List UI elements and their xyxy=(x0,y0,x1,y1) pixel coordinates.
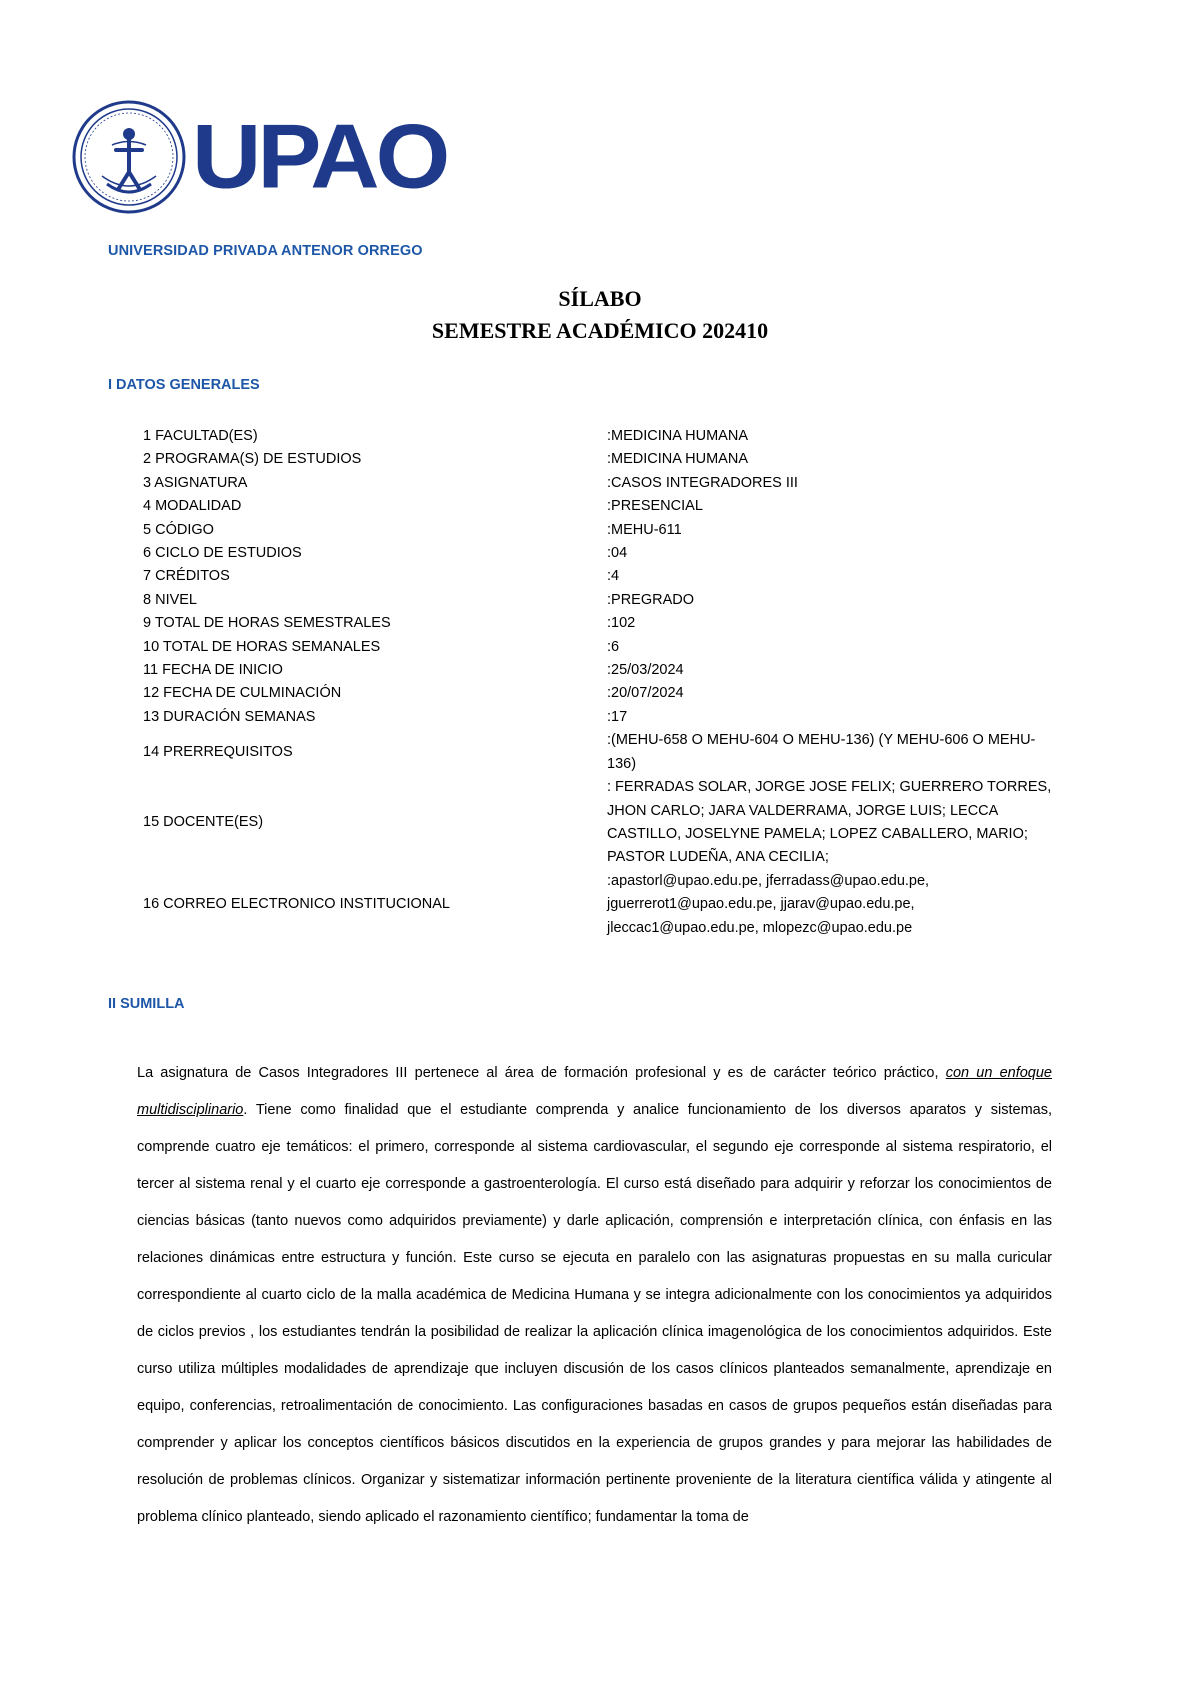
general-data-table xyxy=(143,425,1053,940)
data-label: 6 CICLO DE ESTUDIOS xyxy=(143,545,302,562)
data-label: 16 CORREO ELECTRONICO INSTITUCIONAL xyxy=(143,896,450,913)
university-seal-icon xyxy=(72,100,186,214)
data-value: :20/07/2024 xyxy=(607,685,684,702)
data-label: 5 CÓDIGO xyxy=(143,521,214,538)
data-label: 9 TOTAL DE HORAS SEMESTRALES xyxy=(143,615,391,632)
data-row xyxy=(143,636,1053,659)
data-row xyxy=(143,659,1053,682)
logo-wordmark: UPAO xyxy=(192,105,447,208)
data-value: :17 xyxy=(607,708,628,725)
data-row xyxy=(143,519,1053,542)
sumilla-text-start: La asignatura de Casos Integradores III pertenece al área de formación profesional y es de carácter teórico práctico, xyxy=(137,1065,946,1081)
data-row xyxy=(143,612,1053,635)
sumilla-paragraph xyxy=(137,1055,1052,1536)
sumilla-text-rest: . Tiene como finalidad que el estudiante comprenda y analice funcionamiento de los diversos aparatos y sistemas, comprende cuatro eje temáticos: el primero, corresponde al sistema cardiovascular, el segundo eje corresponde al sistema respiratorio, el tercer al sistema renal y el cuarto eje corresponde a gastroenterología. El curso está diseñado para adquirir y reforzar los conocimientos de ciencias básicas (tanto nuevos como adquiridos previamente) y darle aplicación, comprensión e interpretación clínica, con énfasis en las relaciones dinámicas entre estructura y función. Este curso se ejecuta en paralelo con las asignaturas propuestas en su malla curicular correspondiente al cuarto ciclo de la malla académica de Medicina Humana y se integra adicionalmente con los conocimientos ya adquiridos de ciclos previos , los estudiantes tendrán la posibilidad de realizar la aplicación clínica imagenológica de los conocimientos adquiridos. Este curso utiliza múltiples modalidades de aprendizaje que incluyen discusión de los casos clínicos planteados semanalmente, aprendizaje en equipo, conferencias, retroalimentación de conocimiento. Las configuraciones basadas en casos de grupos pequeños están diseñadas para comprender y aplicar los conceptos científicos básicos discutidos en la experiencia de grupos grandes y para mejorar las habilidades de resolución de problemas clínicos. Organizar y sistematizar información pertinente proveniente de la literatura científica válida y atingente al problema clínico planteado, siendo aplicado el razonamiento científico; fundamentar la toma de xyxy=(137,1102,1052,1525)
data-row xyxy=(143,448,1053,471)
data-value: :25/03/2024 xyxy=(607,662,684,679)
data-value: :PREGRADO xyxy=(607,591,695,608)
data-value: :CASOS INTEGRADORES III xyxy=(607,474,798,491)
data-value: :04 xyxy=(607,545,628,562)
data-label: 13 DURACIÓN SEMANAS xyxy=(143,708,316,725)
data-value: :6 xyxy=(607,638,620,655)
data-row xyxy=(143,729,1053,776)
sumilla-underlined-text: con un enfoque multidisciplinario xyxy=(137,1065,1052,1118)
university-name: UNIVERSIDAD PRIVADA ANTENOR ORREGO xyxy=(108,243,423,259)
document-title: SÍLABO xyxy=(558,286,642,311)
university-logo xyxy=(72,100,446,214)
data-label: 7 CRÉDITOS xyxy=(143,568,230,585)
data-row xyxy=(143,776,1053,870)
data-label: 10 TOTAL DE HORAS SEMANALES xyxy=(143,638,381,655)
data-value: :4 xyxy=(607,568,620,585)
section-heading-datos-generales: I DATOS GENERALES xyxy=(108,377,260,393)
data-label: 3 ASIGNATURA xyxy=(143,474,248,491)
data-label: 8 NIVEL xyxy=(143,591,197,608)
data-row xyxy=(143,682,1053,705)
section-heading-sumilla: II SUMILLA xyxy=(108,996,185,1012)
data-value: :apastorl@upao.edu.pe, jferradass@upao.edu.pe, jguerrerot1@upao.edu.pe, jjarav@upao.edu.pe, jleccac1@upao.edu.pe, mlopezc@upao.edu.pe xyxy=(607,872,930,936)
data-value: :MEDICINA HUMANA xyxy=(607,451,748,468)
data-value: :(MEHU-658 O MEHU-604 O MEHU-136) (Y MEHU-606 O MEHU-136) xyxy=(607,732,1036,772)
data-row xyxy=(143,425,1053,448)
document-subtitle: SEMESTRE ACADÉMICO 202410 xyxy=(431,318,769,343)
data-label: 4 MODALIDAD xyxy=(143,498,242,515)
data-row xyxy=(143,870,1053,940)
data-label: 1 FACULTAD(ES) xyxy=(143,428,258,444)
data-label: 11 FECHA DE INICIO xyxy=(143,662,283,679)
data-label: 15 DOCENTE(ES) xyxy=(143,814,264,831)
data-row xyxy=(143,472,1053,495)
data-row xyxy=(143,706,1053,729)
data-row xyxy=(143,542,1053,565)
data-row xyxy=(143,565,1053,588)
data-value: :102 xyxy=(607,615,636,632)
data-value: : FERRADAS SOLAR, JORGE JOSE FELIX; GUERRERO TORRES, JHON CARLO; JARA VALDERRAMA, JORGE LUIS; LECCA CASTILLO, JOSELYNE PAMELA; LOPEZ CABALLERO, MARIO; PASTOR LUDEÑA, ANA CECILIA; xyxy=(607,779,1052,866)
data-label: 12 FECHA DE CULMINACIÓN xyxy=(143,685,342,702)
data-label: 14 PRERREQUISITOS xyxy=(143,743,293,760)
data-label: 2 PROGRAMA(S) DE ESTUDIOS xyxy=(143,451,362,468)
data-row xyxy=(143,495,1053,518)
data-value: :MEHU-611 xyxy=(607,521,682,538)
data-row xyxy=(143,589,1053,612)
data-value: :PRESENCIAL xyxy=(607,498,703,515)
data-value: :MEDICINA HUMANA xyxy=(607,428,748,444)
